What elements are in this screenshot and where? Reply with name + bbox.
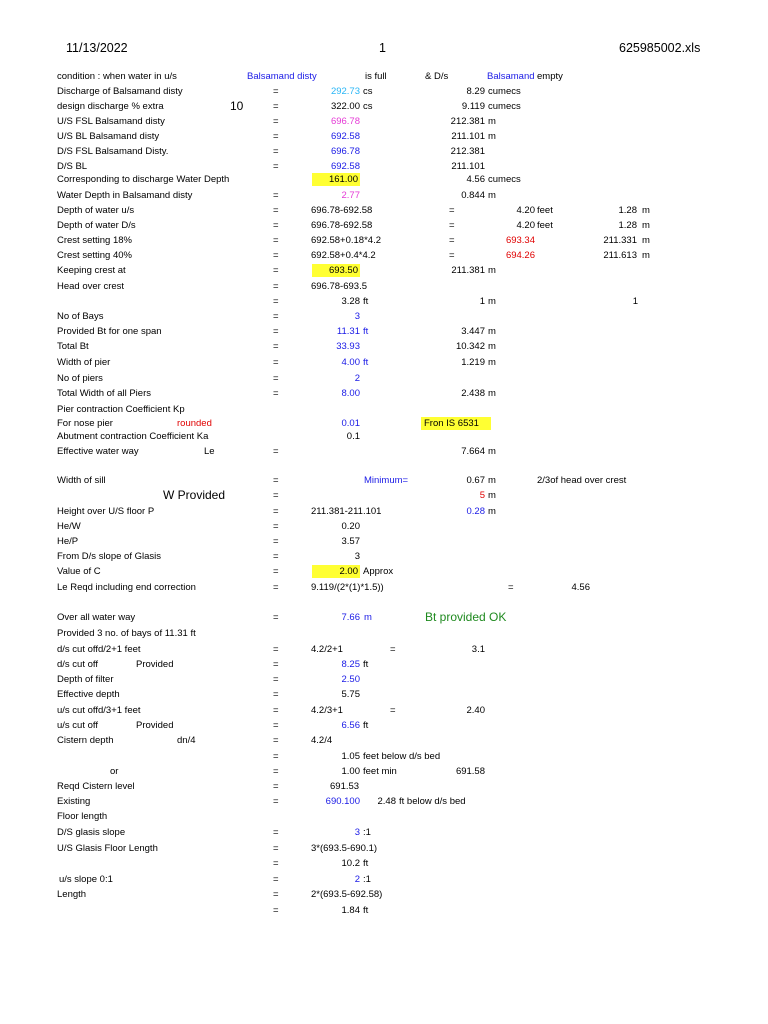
sheet-cell: 10.342 [455, 341, 485, 352]
sheet-cell: cs [363, 101, 373, 112]
sheet-cell: Pier contraction Coefficient Kp [57, 404, 185, 415]
sheet-cell: From D/s slope of Glasis [57, 551, 161, 562]
sheet-cell: 0.1 [346, 431, 360, 442]
sheet-cell: 4.56 [466, 174, 485, 185]
equals-sign: = [273, 659, 279, 670]
sheet-cell: 2.77 [341, 190, 360, 201]
sheet-cell: d/s cut off [57, 659, 99, 670]
sheet-cell: 0.01 [341, 418, 360, 429]
sheet-cell: Approx [363, 566, 394, 577]
equals-sign: = [273, 506, 279, 517]
sheet-cell: 211.101 [451, 131, 485, 142]
sheet-cell: cumecs [488, 101, 521, 112]
sheet-cell: Crest setting 40% [57, 250, 132, 261]
equals-sign: = [273, 551, 279, 562]
sheet-cell: m [488, 116, 496, 127]
equals-sign: = [273, 490, 279, 501]
sheet-cell: 10.2 [341, 858, 360, 869]
equals-sign: = [273, 766, 279, 777]
sheet-cell: Length [57, 889, 87, 900]
sheet-cell: Provided [136, 659, 174, 670]
sheet-cell: d/2+1 feet [98, 644, 141, 655]
equals-sign: = [273, 644, 279, 655]
sheet-cell: 691.53 [330, 781, 360, 792]
sheet-cell: 696.78-692.58 [311, 205, 373, 216]
equals-sign: = [273, 796, 279, 807]
sheet-cell: ft [363, 659, 369, 670]
sheet-cell: m [642, 220, 650, 231]
sheet-cell: 11.31 [336, 326, 360, 337]
sheet-cell: 0.67 [466, 475, 485, 486]
equals-sign: = [449, 205, 455, 216]
sheet-cell: 696.78-692.58 [311, 220, 373, 231]
sheet-cell: Total Width of all Piers [57, 388, 151, 399]
sheet-cell: 5.75 [341, 689, 360, 700]
sheet-cell: 1.28 [618, 220, 637, 231]
sheet-cell: 2 [354, 373, 360, 384]
equals-sign: = [390, 705, 396, 716]
sheet-cell: 161.00 [312, 173, 360, 186]
equals-sign: = [273, 612, 279, 623]
sheet-cell: D/S BL [57, 161, 88, 172]
equals-sign: = [273, 101, 279, 112]
sheet-cell: m [488, 475, 496, 486]
sheet-cell: Bt provided OK [425, 610, 507, 624]
sheet-cell: 211.381-211.101 [311, 506, 382, 517]
sheet-cell: 1 [632, 296, 638, 307]
equals-sign: = [273, 751, 279, 762]
sheet-cell: ft [363, 858, 369, 869]
sheet-cell: ft [363, 296, 369, 307]
sheet-cell: For nose pier [57, 418, 113, 429]
equals-sign: = [273, 190, 279, 201]
equals-sign: = [273, 446, 279, 457]
sheet-cell: 2*(693.5-692.58) [311, 889, 383, 900]
page-number: 1 [379, 41, 386, 55]
equals-sign: = [273, 205, 279, 216]
sheet-cell: Over all water way [57, 612, 136, 623]
sheet-cell: Value of C [57, 566, 101, 577]
sheet-cell: rounded [177, 418, 212, 429]
sheet-cell: U/S FSL Balsamand disty [57, 116, 165, 127]
equals-sign: = [273, 843, 279, 854]
sheet-cell: 2.40 [466, 705, 485, 716]
equals-sign: = [390, 644, 396, 655]
sheet-cell: Depth of water D/s [57, 220, 136, 231]
sheet-cell: feet min [363, 766, 397, 777]
equals-sign: = [273, 858, 279, 869]
sheet-cell: Total Bt [57, 341, 89, 352]
equals-sign: = [273, 536, 279, 547]
sheet-cell: Provided 3 no. of bays of 11.31 ft [57, 628, 196, 639]
sheet-cell: m [488, 265, 496, 276]
sheet-cell: m [488, 326, 496, 337]
sheet-cell: m [488, 296, 496, 307]
sheet-cell: u/s cut off [57, 705, 99, 716]
sheet-cell: 0.28 [466, 506, 485, 517]
equals-sign: = [273, 326, 279, 337]
sheet-cell: 33.93 [336, 341, 360, 352]
sheet-cell: Effective depth [57, 689, 120, 700]
sheet-cell: u/s slope 0:1 [59, 874, 113, 885]
sheet-cell: Head over crest [57, 281, 125, 292]
sheet-cell: 1.219 [461, 357, 485, 368]
equals-sign: = [273, 905, 279, 916]
equals-sign: = [273, 86, 279, 97]
sheet-cell: empty [537, 71, 563, 82]
sheet-cell: 693.34 [505, 235, 535, 246]
sheet-cell: u/s cut off [57, 720, 99, 731]
sheet-cell: 3 [354, 551, 360, 562]
sheet-cell: d/3+1 feet [98, 705, 141, 716]
sheet-cell: m [642, 250, 650, 261]
sheet-cell: ft below d/s bed [399, 796, 466, 807]
sheet-cell: 694.26 [505, 250, 535, 261]
sheet-cell: dn/4 [177, 735, 196, 746]
sheet-cell: 8.25 [341, 659, 360, 670]
sheet-cell: 691.58 [455, 766, 485, 777]
equals-sign: = [273, 220, 279, 231]
sheet-cell: m [364, 612, 372, 623]
sheet-cell: Le [204, 446, 215, 457]
sheet-cell: 3.447 [461, 326, 485, 337]
sheet-cell: is full [365, 71, 387, 82]
sheet-cell: cumecs [488, 174, 521, 185]
sheet-cell: Width of sill [57, 475, 106, 486]
sheet-cell: 0.20 [341, 521, 360, 532]
equals-sign: = [273, 720, 279, 731]
sheet-cell: 696.78-693.5 [311, 281, 367, 292]
sheet-cell: 9.119 [461, 101, 485, 112]
sheet-cell: 4.20 [516, 205, 535, 216]
sheet-cell: m [642, 235, 650, 246]
sheet-cell: Fron IS 6531 [421, 417, 491, 430]
sheet-cell: 1.84 [341, 905, 360, 916]
equals-sign: = [273, 705, 279, 716]
sheet-cell: m [488, 341, 496, 352]
sheet-cell: m [642, 205, 650, 216]
sheet-cell: 692.58+0.18*4.2 [311, 235, 381, 246]
equals-sign: = [273, 235, 279, 246]
sheet-cell: m [488, 506, 496, 517]
equals-sign: = [273, 296, 279, 307]
sheet-cell: 2 [354, 874, 360, 885]
sheet-cell: feet below d/s bed [363, 751, 441, 762]
sheet-cell: 0.844 [461, 190, 485, 201]
sheet-cell: No of piers [57, 373, 103, 384]
sheet-cell: 3.57 [341, 536, 360, 547]
sheet-cell: Width of pier [57, 357, 111, 368]
sheet-cell: 7.664 [461, 446, 485, 457]
sheet-cell: 3*(693.5-690.1) [311, 843, 378, 854]
sheet-cell: 692.58 [330, 161, 360, 172]
sheet-cell: Keeping crest at [57, 265, 126, 276]
sheet-cell: m [488, 490, 496, 501]
sheet-cell: Discharge of Balsamand disty [57, 86, 183, 97]
equals-sign: = [273, 827, 279, 838]
sheet-cell: 9.119/(2*(1)*1.5)) [311, 582, 384, 593]
sheet-cell: 692.58 [330, 131, 360, 142]
sheet-cell: 6.56 [341, 720, 360, 731]
sheet-cell: 211.381 [451, 265, 485, 276]
sheet-cell: D/S glasis slope [57, 827, 126, 838]
sheet-cell: 322.00 [330, 101, 360, 112]
sheet-cell: d/s cut off [57, 644, 99, 655]
equals-sign: = [273, 674, 279, 685]
sheet-cell: Depth of filter [57, 674, 114, 685]
sheet-cell: 4.2/4 [311, 735, 333, 746]
equals-sign: = [449, 220, 455, 231]
sheet-cell: 1 [479, 296, 485, 307]
sheet-cell: 2/3of head over crest [537, 475, 627, 486]
sheet-cell: 4.00 [341, 357, 360, 368]
equals-sign: = [273, 521, 279, 532]
sheet-cell: 212.381 [450, 146, 485, 157]
equals-sign: = [449, 250, 455, 261]
sheet-cell: Effective water way [57, 446, 139, 457]
file-name: 625985002.xls [619, 41, 701, 55]
sheet-cell: design discharge % extra [57, 101, 164, 112]
sheet-cell: He/W [57, 521, 81, 532]
sheet-cell: Corresponding to discharge Water Depth [57, 174, 230, 185]
equals-sign: = [508, 582, 514, 593]
sheet-cell: Reqd Cistern level [57, 781, 135, 792]
sheet-cell: :1 [363, 874, 371, 885]
sheet-cell: 692.58+0.4*4.2 [311, 250, 376, 261]
sheet-cell: ft [363, 905, 369, 916]
sheet-cell: No of Bays [57, 311, 104, 322]
sheet-cell: 211.331 [603, 235, 637, 246]
sheet-cell: 211.613 [603, 250, 637, 261]
sheet-cell: ft [363, 720, 369, 731]
equals-sign: = [273, 357, 279, 368]
sheet-cell: 4.2/2+1 [311, 644, 343, 655]
equals-sign: = [273, 582, 279, 593]
equals-sign: = [273, 116, 279, 127]
sheet-cell: Provided [136, 720, 174, 731]
sheet-cell: 2.438 [461, 388, 485, 399]
sheet-cell: 2.00 [312, 565, 360, 578]
sheet-cell: 211.101 [451, 161, 485, 172]
sheet-cell: & D/s [425, 71, 449, 82]
sheet-cell: Abutment contraction Coefficient Ka [57, 431, 209, 442]
sheet-cell: 292.73 [330, 86, 360, 97]
sheet-cell: 8.29 [466, 86, 485, 97]
sheet-cell: Minimum= [364, 475, 409, 486]
sheet-cell: W Provided [163, 488, 226, 502]
equals-sign: = [273, 889, 279, 900]
sheet-cell: Existing [57, 796, 91, 807]
sheet-cell: D/S FSL Balsamand Disty. [57, 146, 169, 157]
sheet-cell: m [488, 388, 496, 399]
sheet-cell: Cistern depth [57, 735, 114, 746]
equals-sign: = [273, 689, 279, 700]
sheet-cell: Water Depth in Balsamand disty [57, 190, 193, 201]
sheet-cell: 5 [479, 490, 485, 501]
sheet-cell: 2.48 [377, 796, 396, 807]
sheet-cell: feet [537, 205, 553, 216]
sheet-cell: 1.00 [341, 766, 360, 777]
sheet-cell: 4.20 [516, 220, 535, 231]
sheet-cell: 3 [354, 827, 360, 838]
sheet-cell: Depth of water u/s [57, 205, 135, 216]
sheet-cell: 1.05 [341, 751, 360, 762]
sheet-cell: cumecs [488, 86, 521, 97]
equals-sign: = [273, 566, 279, 577]
sheet-cell: U/S BL Balsamand disty [57, 131, 160, 142]
equals-sign: = [273, 250, 279, 261]
sheet-cell: m [488, 357, 496, 368]
equals-sign: = [273, 373, 279, 384]
sheet-cell: m [488, 190, 496, 201]
sheet-cell: U/S Glasis Floor Length [57, 843, 158, 854]
sheet-cell: ft [363, 357, 369, 368]
equals-sign: = [273, 475, 279, 486]
sheet-cell: 7.66 [341, 612, 360, 623]
sheet-cell: Floor length [57, 811, 108, 822]
sheet-cell: Provided Bt for one span [57, 326, 162, 337]
sheet-cell: :1 [363, 827, 371, 838]
equals-sign: = [273, 388, 279, 399]
sheet-cell: ft [363, 326, 369, 337]
sheet-cell: 3.1 [471, 644, 485, 655]
equals-sign: = [273, 781, 279, 792]
sheet-cell: feet [537, 220, 553, 231]
sheet-cell: 1.28 [618, 205, 637, 216]
sheet-cell: 4.2/3+1 [311, 705, 343, 716]
equals-sign: = [273, 146, 279, 157]
sheet-cell: m [488, 446, 496, 457]
sheet-cell: or [110, 766, 119, 777]
sheet-cell: Balsamand disty [247, 71, 317, 82]
equals-sign: = [273, 311, 279, 322]
sheet-cell: Balsamand [487, 71, 535, 82]
sheet-cell: 3.28 [341, 296, 360, 307]
sheet-cell: 690.100 [325, 796, 360, 807]
sheet-cell: Le Reqd including end correction [57, 582, 196, 593]
sheet-cell: 8.00 [341, 388, 360, 399]
sheet-cell: m [488, 131, 496, 142]
equals-sign: = [273, 874, 279, 885]
sheet-cell: Height over U/S floor P [57, 506, 155, 517]
equals-sign: = [273, 735, 279, 746]
sheet-cell: 10 [230, 99, 244, 113]
equals-sign: = [273, 341, 279, 352]
equals-sign: = [273, 265, 279, 276]
sheet-cell: 4.56 [571, 582, 590, 593]
equals-sign: = [273, 161, 279, 172]
equals-sign: = [273, 131, 279, 142]
sheet-cell: He/P [57, 536, 79, 547]
print-date: 11/13/2022 [66, 41, 128, 55]
sheet-cell: 696.78 [330, 116, 360, 127]
sheet-cell: 696.78 [330, 146, 360, 157]
sheet-cell: condition : when water in u/s [57, 71, 177, 82]
sheet-cell: 693.50 [312, 264, 360, 277]
sheet-cell: cs [363, 86, 373, 97]
sheet-cell: 212.381 [450, 116, 485, 127]
sheet-cell: Crest setting 18% [57, 235, 132, 246]
sheet-cell: 2.50 [341, 674, 360, 685]
equals-sign: = [273, 281, 279, 292]
equals-sign: = [449, 235, 455, 246]
sheet-cell: 3 [354, 311, 360, 322]
